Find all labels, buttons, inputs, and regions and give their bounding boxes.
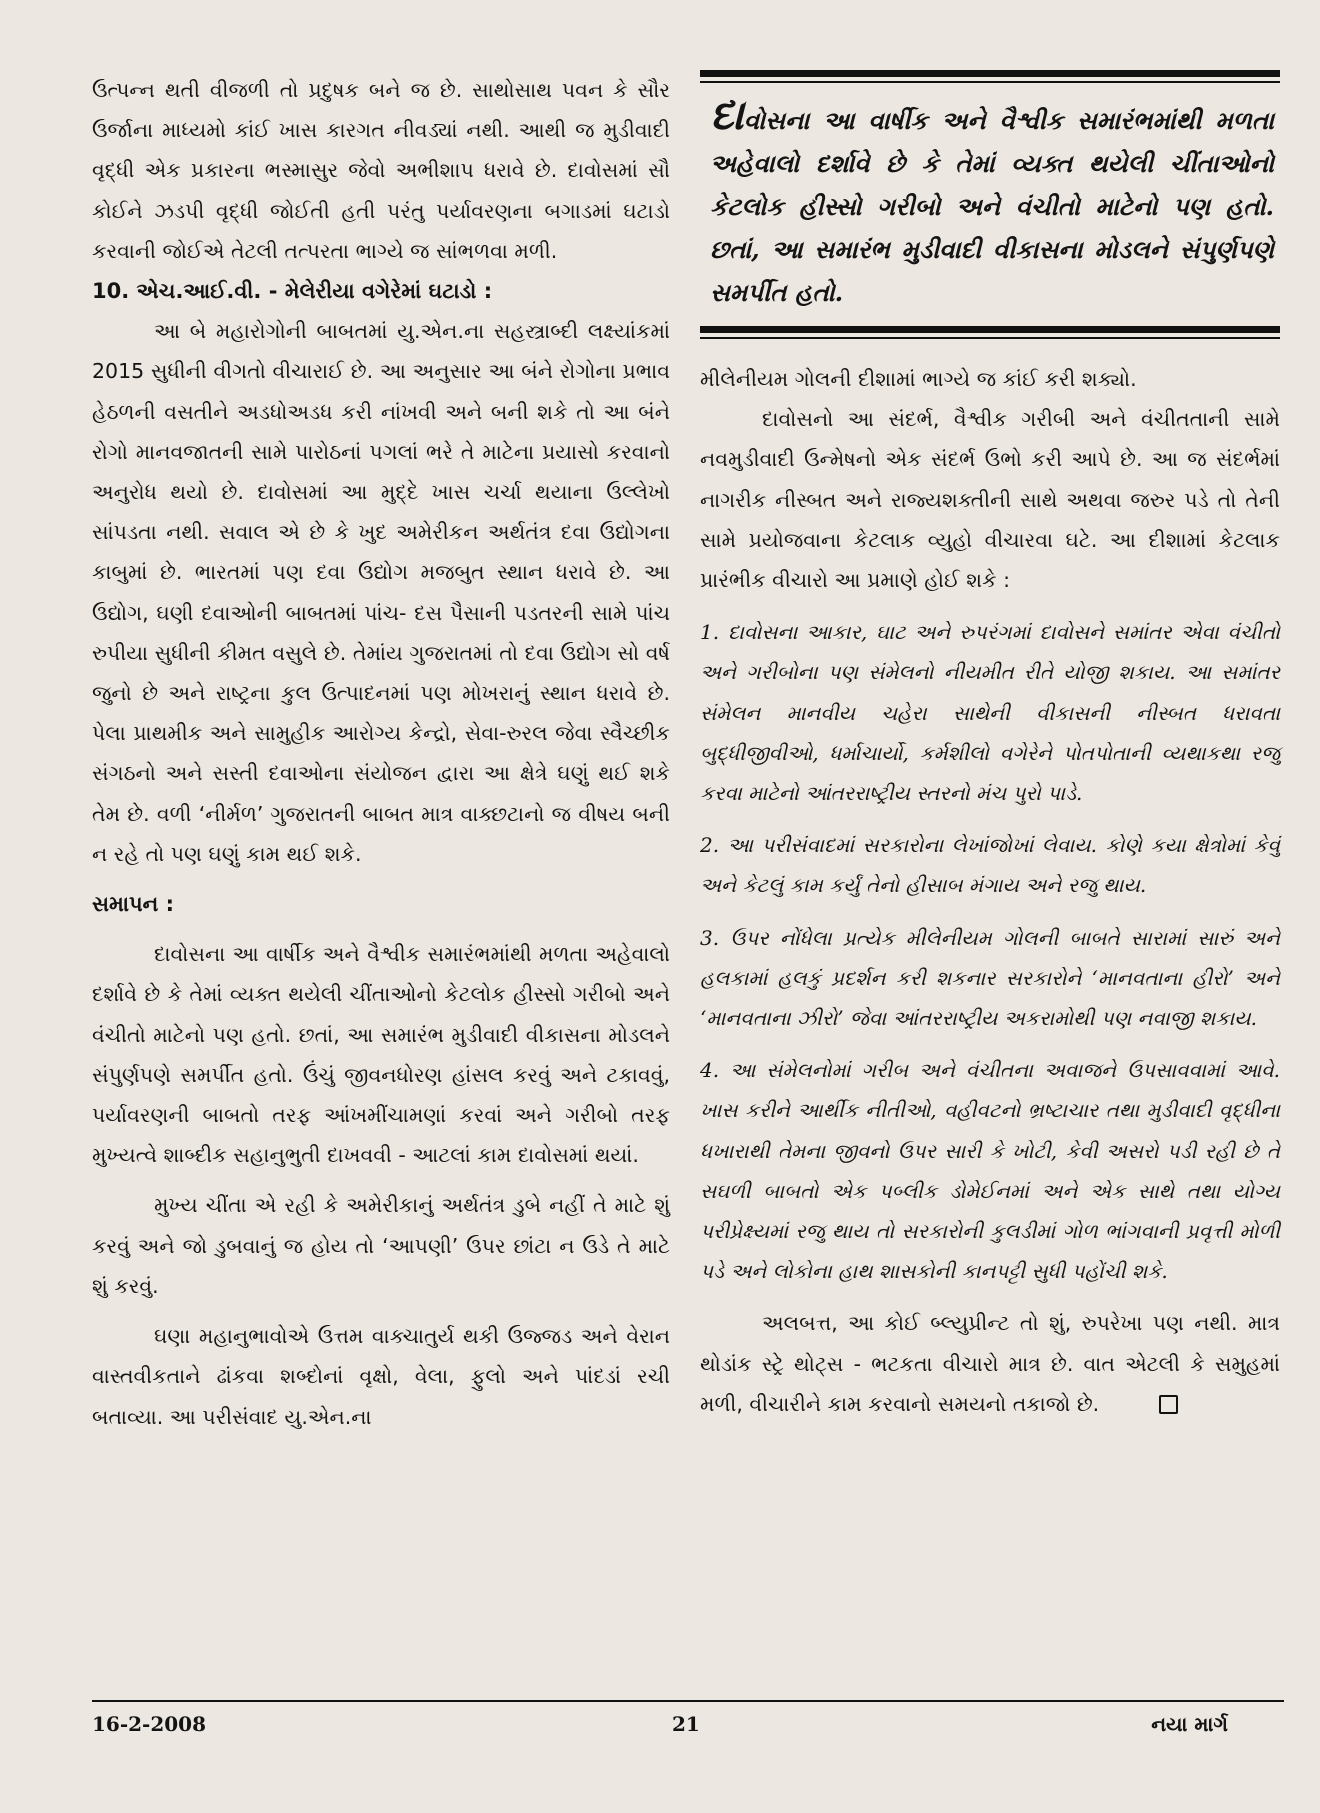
- section-heading: સમાપન :: [92, 892, 174, 917]
- footer-rule: [92, 1700, 1284, 1702]
- pull-quote: [700, 83, 1280, 326]
- pull-quote-dropcap: દા: [710, 90, 744, 139]
- paragraph: દાવોસનો આ સંદર્ભ, વૈશ્વીક ગરીબી અને વંચીતતાની સામે નવમુડીવાદી ઉન્મેષનો એક સંદર્ભ ઉભો કરી આપે છે. આ જ સંદર્ભમાં નાગરીક નીસ્બત અને રાજ્યશક્તીની સાથે અથવા જરુર પડે તો તેની સામે પ્રયોજવાના કેટલાક વ્યુહો વીચારવા ઘટે. આ દીશામાં કેટલાક પ્રારંભીક વીચારો આ પ્રમાણે હોઈ શકે :: [700, 407, 1280, 593]
- list-item: 3. ઉપર નોંધેલા પ્રત્યેક મીલેનીયમ ગોલની બાબતે સારામાં સારું અને હલકામાં હલકું પ્રદર્શન કરી શકનાર સરકારોને ‘માનવતાના હીરો’ અને ‘માનવતાના ઝીરો’ જેવા આંતરરાષ્ટ્રીય અકરામોથી પણ નવાજી શકાય.: [700, 925, 1280, 1031]
- pull-quote-top-rule: [700, 70, 1280, 83]
- paragraph: [700, 1303, 1280, 1424]
- paragraph: મીલેનીયમ ગોલની દીશામાં ભાગ્યે જ કાંઈ કરી શક્યો.: [700, 367, 1137, 391]
- left-column: [92, 70, 670, 1437]
- pull-quote-bottom-rule: [700, 326, 1280, 339]
- section-heading: 10. એચ.આઈ.વી. - મેલેરીયા વગેરેમાં ઘટાડો :: [92, 279, 493, 304]
- pull-quote-text: વોસના આ વાર્ષીક અને વૈશ્વીક સમારંભમાંથી મળતા અહેવાલો દર્શાવે છે કે તેમાં વ્યક્ત થયેલી ચીંતાઓનો કેટલોક હીસ્સો ગરીબો અને વંચીતો માટેનો પણ હતો. છતાં, આ સમારંભ મુડીવાદી વીકાસના મોડલને સંપુર્ણપણે સમર્પીત હતો.: [710, 106, 1274, 307]
- paragraph: મુખ્ય ચીંતા એ રહી કે અમેરીકાનું અર્થતંત્ર ડુબે નહીં તે માટે શું કરવું અને જો ડુબવાનું જ હોય તો ‘આપણી’ ઉપર છાંટા ન ઉડે તે માટે શું કરવું.: [92, 1193, 670, 1298]
- right-body: [700, 359, 1280, 1424]
- paragraph: ઉત્પન્ન થતી વીજળી તો પ્રદુષક બને જ છે. સાથોસાથ પવન કે સૌર ઉર્જાના માધ્યમો કાંઈ ખાસ કારગત નીવડ્યાં નથી. આથી જ મુડીવાદી વૃદ્ધી એક પ્રકારના ભસ્માસુર જેવો અભીશાપ ધરાવે છે. દાવોસમાં સૌ કોઈને ઝડપી વૃદ્ધી જોઈતી હતી પરંતુ પર્યાવરણના બગાડમાં ઘટાડો કરવાની જોઈએ તેટલી તત્પરતા ભાગ્યે જ સાંભળવા મળી.: [92, 78, 670, 263]
- list-item: 4. આ સંમેલનોમાં ગરીબ અને વંચીતના અવાજને ઉપસાવવામાં આવે. ખાસ કરીને આર્થીક નીતીઓ, વહીવટનો ભ્રષ્ટાચાર તથા મુડીવાદી વૃદ્ધીના ધખારાથી તેમના જીવનો ઉપર સારી કે ખોટી, કેવી અસરો પડી રહી છે તે સઘળી બાબતો એક પબ્લીક ડોમેઈનમાં અને એક સાથે તથા યોગ્ય પરીપ્રેક્ષ્યમાં રજુ થાય તો સરકારોની કુલડીમાં ગોળ ભાંગવાની પ્રવૃત્તી મોળી પડે અને લોકોના હાથ શાસકોની કાનપટ્ટી સુધી પહોંચી શકે.: [700, 1058, 1280, 1284]
- end-mark-icon: [1159, 1395, 1178, 1414]
- list-item: 2. આ પરીસંવાદમાં સરકારોના લેખાંજોખાં લેવાય. કોણે કયા ક્ષેત્રોમાં કેવું અને કેટલું કામ કર્યું તેનો હીસાબ મંગાય અને રજુ થાય.: [700, 833, 1280, 898]
- list-item: 1. દાવોસના આકાર, ઘાટ અને રુપરંગમાં દાવોસને સમાંતર એવા વંચીતો અને ગરીબોના પણ સંમેલનો નીયમીત રીતે યોજી શકાય. આ સમાંતર સંમેલન માનવીય ચહેરા સાથેની વીકાસની નીસ્બત ધરાવતા બુદ્ધીજીવીઓ, ધર્માચાર્યો, કર્મશીલો વગેરેને પોતપોતાની વ્યથાકથા રજુ કરવા માટેનો આંતરરાષ્ટ્રીય સ્તરનો મંચ પુરો પાડે.: [700, 620, 1280, 806]
- right-column: [700, 70, 1280, 1424]
- page-number: 21: [672, 1712, 700, 1736]
- paragraph: આ બે મહારોગોની બાબતમાં યુ.એન.ના સહસ્ત્રાબ્દી લક્ષ્યાંકમાં 2015 સુધીની વીગતો વીચારાઈ છે. આ અનુસાર આ બંને રોગોના પ્રભાવ હેઠળની વસતીને અડધોઅડધ કરી નાંખવી અને બની શકે તો આ બંને રોગો માનવજાતની સામે પારોઠનાં પગલાં ભરે તે માટેના પ્રયાસો કરવાનો અનુરોધ થયો છે. દાવોસમાં આ મુદ્દે ખાસ ચર્ચા થયાના ઉલ્લેખો સાંપડતા નથી. સવાલ એ છે કે ખુદ અમેરીકન અર્થતંત્ર દવા ઉદ્યોગના કાબુમાં છે. ભારતમાં પણ દવા ઉદ્યોગ મજબુત સ્થાન ધરાવે છે. આ ઉદ્યોગ, ઘણી દવાઓની બાબતમાં પાંચ- દસ પૈસાની પડતરની સામે પાંચ રુપીયા સુધીની કીમત વસુલે છે. તેમાંય ગુજરાતમાં તો દવા ઉદ્યોગ સો વર્ષ જુનો છે અને રાષ્ટ્રના કુલ ઉત્પાદનમાં પણ મોખરાનું સ્થાન ધરાવે છે. પેલા પ્રાથમીક અને સામુહીક આરોગ્ય કેન્દ્રો, સેવા-રુરલ જેવા સ્વૈચ્છીક સંગઠનો અને સસ્તી દવાઓના સંયોજન દ્વારા આ ક્ષેત્રે ઘણું થઈ શકે તેમ છે. વળી ‘નીર્મળ’ ગુજરાતની બાબત માત્ર વાક્છટાનો જ વીષય બની ન રહે તો પણ ઘણું કામ થઈ શકે.: [92, 319, 670, 866]
- paragraph: દાવોસના આ વાર્ષીક અને વૈશ્વીક સમારંભમાંથી મળતા અહેવાલો દર્શાવે છે કે તેમાં વ્યક્ત થયેલી ચીંતાઓનો કેટલોક હીસ્સો ગરીબો અને વંચીતો માટેનો પણ હતો. છતાં, આ સમારંભ મુડીવાદી વીકાસના મોડલને સંપુર્ણપણે સમર્પીત હતો. ઉંચું જીવનધોરણ હાંસલ કરવું અને ટકાવવું, પર્યાવરણની બાબતો તરફ આંખમીંચામણાં કરવાં અને ગરીબો તરફ મુખ્યત્વે શાબ્દીક સહાનુભુતી દાખવવી - આટલાં કામ દાવોસમાં થયાં.: [92, 942, 670, 1168]
- closing-text: અલબત્ત, આ કોઈ બ્લ્યુપ્રીન્ટ તો શું, રુપરેખા પણ નથી. માત્ર થોડાંક સ્ટ્રે થોટ્સ - ભટકતા વીચારો માત્ર છે. વાત એટલી કે સમુહમાં મળી, વીચારીને કામ કરવાનો સમયનો તકાજો છે.: [700, 1311, 1280, 1416]
- paragraph: ઘણા મહાનુભાવોએ ઉત્તમ વાક્ચાતુર્ય થકી ઉજ્જડ અને વેરાન વાસ્તવીકતાને ઢાંકવા શબ્દોનાં વૃક્ષો, વેલા, ફુલો અને પાંદડાં રચી બતાવ્યા. આ પરીસંવાદ યુ.એન.ના: [92, 1324, 670, 1429]
- footer-date: 16-2-2008: [92, 1712, 207, 1736]
- publication-name: નયા માર્ગ: [1151, 1712, 1228, 1736]
